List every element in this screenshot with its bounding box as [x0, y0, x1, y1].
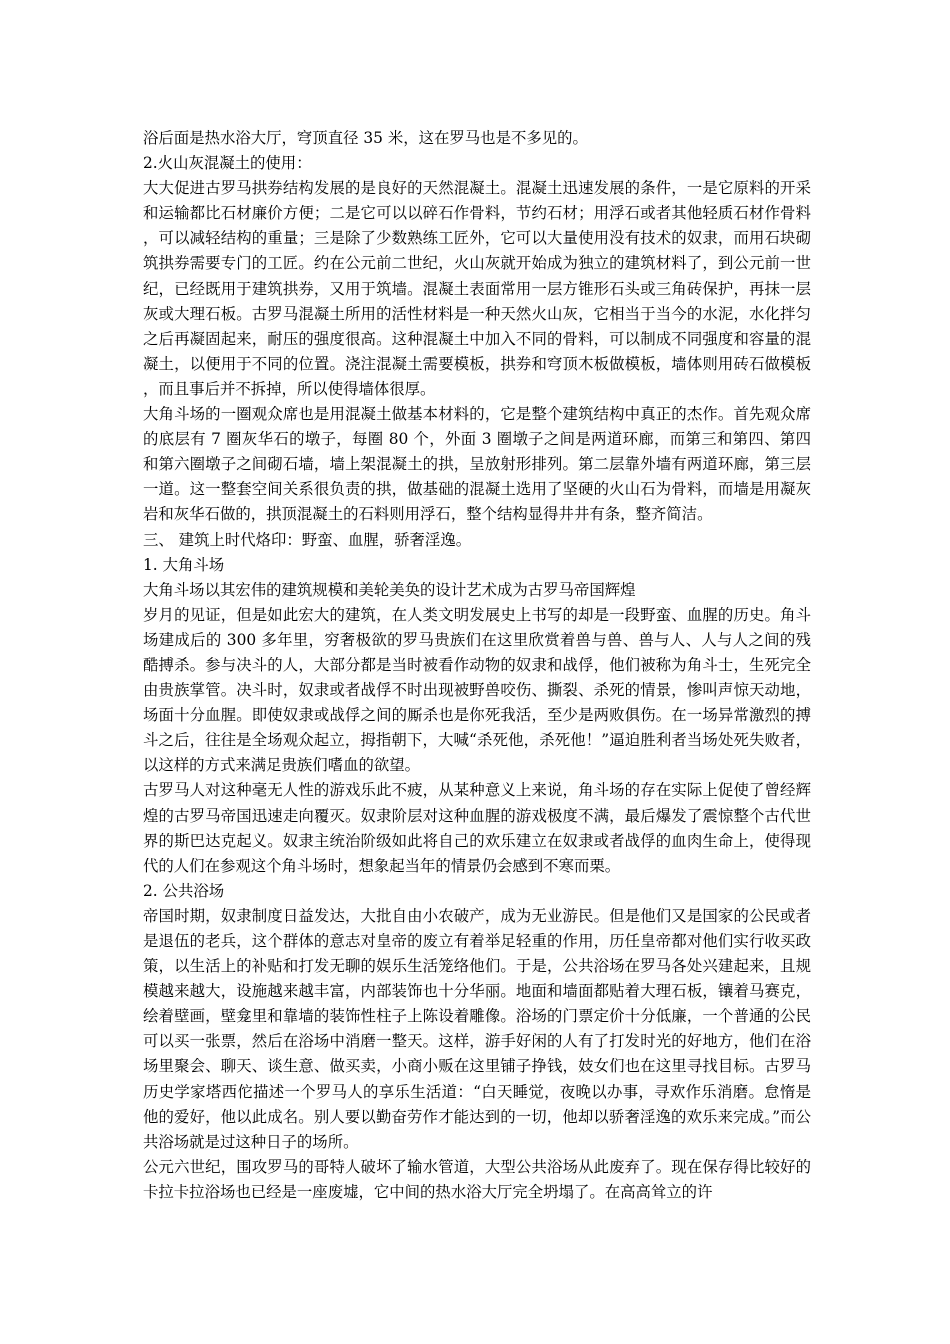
- paragraph-baths-decline: 公元六世纪，围攻罗马的哥特人破坏了输水管道，大型公共浴场从此废弃了。现在保存得比较好的卡拉卡拉浴场也已经是一座废墟，它中间的热水浴大厅完全坍塌了。在高高耸立的许: [143, 1157, 811, 1201]
- paragraph-public-baths: 帝国时期，奴隶制度日益发达，大批自由小农破产，成为无业游民。但是他们又是国家的公民或者是退伍的老兵，这个群体的意志对皇帝的废立有着举足轻重的作用，历任皇帝都对他们实行收买政策，以生活上的补贴和打发无聊的娱乐生活笼络他们。于是，公共浴场在罗马各处兴建起来，且规模越来越大，设施越来越丰富，内部装饰也十分华丽。地面和墙面都贴着大理石板，镶着马赛克，绘着壁画，壁龛里和靠墙的装饰性柱子上陈设着雕像。浴场的门票定价十分低廉，一个普通的公民可以买一张票，然后在浴场中消磨一整天。这样，游手好闲的人有了打发时光的好地方，他们在浴场里聚会、聊天、谈生意、做买卖，小商小贩在这里铺子挣钱，妓女们也在这里寻找目标。古罗马历史学家塔西佗描述一个罗马人的享乐生活道：“白天睡觉，夜晚以办事，寻欢作乐消磨。怠惰是他的爱好，他以此成名。别人要以勤奋劳作才能达到的一切，他却以骄奢淫逸的欢乐来完成。”而公共浴场就是过这种日子的场所。: [143, 906, 811, 1151]
- paragraph-colosseum-legacy: 古罗马人对这种毫无人性的游戏乐此不疲，从某种意义上来说，角斗场的存在实际上促使了曾经辉煌的古罗马帝国迅速走向覆灭。奴隶阶层对这种血腥的游戏极度不满，最后爆发了震惊整个古代世界的斯巴达克起义。奴隶主统治阶级如此将自己的欢乐建立在奴隶或者战俘的血肉生命上，使得现代的人们在参观这个角斗场时，想象起当年的情景仍会感到不寒而栗。: [143, 781, 811, 875]
- heading-colosseum: 1. 大角斗场: [143, 555, 225, 574]
- paragraph-colosseum-seating: 大角斗场的一圈观众席也是用混凝土做基本材料的，它是整个建筑结构中真正的杰作。首先观众席的底层有 7 圈灰华石的墩子，每圈 80 个，外面 3 圈墩子之间是两道环廊，而第三和第四、第四和第六圈墩子之间砌石墙，墙上架混凝土的拱，呈放射形排列。第二层靠外墙有两道环廊，第三层一道。这一整套空间关系很负责的拱，做基础的混凝土选用了坚硬的火山石为骨料，而墙是用凝灰岩和灰华石做的，拱顶混凝土的石料则用浮石，整个结构显得井井有条，整齐简洁。: [143, 405, 811, 524]
- paragraph-colosseum-intro: 大角斗场以其宏伟的建筑规模和美轮美奂的设计艺术成为古罗马帝国辉煌: [143, 580, 636, 599]
- paragraph-concrete-development: 大大促进古罗马拱券结构发展的是良好的天然混凝土。混凝土迅速发展的条件，一是它原料的开采和运输都比石材廉价方便；二是它可以以碎石作骨料，节约石材；用浮石或者其他轻质石材作骨料，可以减轻结构的重量；三是除了少数熟练工匠外，它可以大量使用没有技术的奴隶，而用石块砌筑拱券需要专门的工匠。约在公元前二世纪，火山灰就开始成为独立的建筑材料了，到公元前一世纪，已经既用于建筑拱券，又用于筑墙。混凝土表面常用一层方锥形石头或三角砖保护，再抹一层灰或大理石板。古罗马混凝土所用的活性材料是一种天然火山灰，它相当于当今的水泥，水化拌匀之后再凝固起来，耐压的强度很高。这种混凝土中加入不同的骨料，可以制成不同强度和容量的混凝土，以便用于不同的位置。浇注混凝土需要模板，拱券和穹顶木板做模板，墙体则用砖石做模板，而且事后并不拆掉，所以使得墙体很厚。: [143, 179, 811, 398]
- heading-public-baths: 2. 公共浴场: [143, 881, 225, 900]
- paragraph-bath-hall-tail: 浴后面是热水浴大厅，穹顶直径 35 米，这在罗马也是不多见的。: [143, 129, 588, 147]
- document-page: [143, 126, 811, 1205]
- heading-section-three: 三、 建筑上时代烙印：野蛮、血腥，骄奢淫逸。: [143, 530, 472, 549]
- paragraph-colosseum-history: 岁月的见证，但是如此宏大的建筑，在人类文明发展史上书写的却是一段野蛮、血腥的历史。角斗场建成后的 300 多年里，穷奢极欲的罗马贵族们在这里欣赏着兽与兽、兽与人、人与人之间的残酷搏杀。参与决斗的人，大部分都是当时被看作动物的奴隶和战俘，他们被称为角斗士，生死完全由贵族掌管。决斗时，奴隶或者战俘不时出现被野兽咬伤、撕裂、杀死的情景，惨叫声惊天动地，场面十分血腥。即使奴隶或战俘之间的厮杀也是你死我活，至少是两败俱伤。在一场异常激烈的搏斗之后，往往是全场观众起立，拇指朝下，大喊“杀死他，杀死他！”逼迫胜利者当场处死失败者，以这样的方式来满足贵族们嗜血的欲望。: [143, 605, 811, 775]
- heading-volcanic-concrete: 2.火山灰混凝土的使用：: [143, 154, 312, 173]
